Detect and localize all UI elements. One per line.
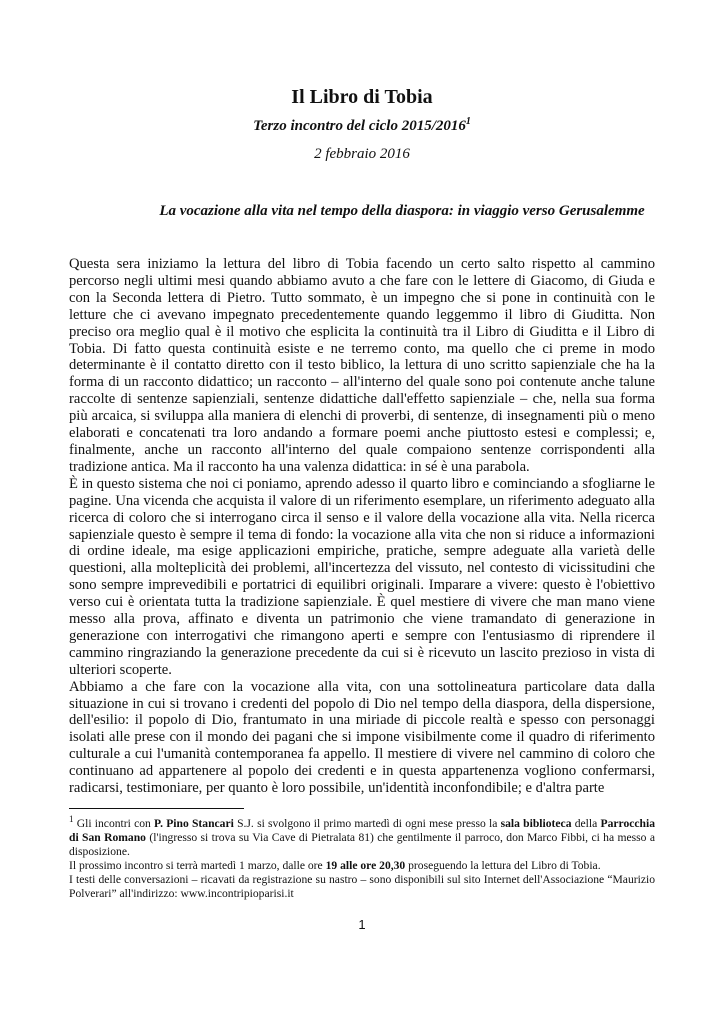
subtitle-text: Terzo incontro del ciclo 2015/2016 [253,118,466,134]
footnote-line [69,859,655,873]
footnote-speaker: P. Pino Stancari [154,817,234,830]
footnote-text: S.J. si svolgono il primo martedì di ogni mese presso la [233,817,501,830]
footnote-text: Gli incontri con [73,817,155,830]
footnote-marker: 1 [69,814,74,825]
footnote-text: (l'ingresso si trova su Via Cave di Pietralata 81) che gentilmente il parroco, don Marco Fibbi, ci ha messo a disposizione. [69,830,655,858]
footnote-line [69,814,656,859]
footnote-venue: sala biblioteca [500,817,572,830]
document-date: 2 febbraio 2016 [314,146,410,162]
paragraph: Questa sera iniziamo la lettura del libro di Tobia facendo un certo salto rispetto al cammino percorso negli ultimi mesi quando abbiamo avuto a che fare con le lettere di Giacomo, di Giuda e con la Seconda lettera di Pietro. Tutto sommato, è un impegno che si pone in continuità con le letture che ci avevano impegnato precedentemente quando leggemmo il libro di Giuditta. Non preciso ora meglio qual è il motivo che esplicita la continuità tra il Libro di Giuditta e il Libro di Tobia. Di fatto questa continuità esiste e ne terremo conto, ma quello che ci preme in modo determinante è il contatto diretto con il testo biblico, la lettura di uno scritto sapienziale che ha la forma di un racconto didattico; un racconto – all'interno del quale sono poi contenute anche talune raccolte di sentenze sapienziali, sentenze didattiche dall'effetto sapienziale – che, nella sua forma più arcaica, si sviluppa alla maniera di elenchi di proverbi, di sentenze, di insegnamenti più o meno elaborati e concatenati tra loro andando a formare poemi anche piuttosto estesi e complessi; e, finalmente, anche un racconto all'interno del quale compaiono sentenze corrispondenti alla tradizione antica. Ma il racconto ha una valenza didattica: in sé è una parabola. [69,256,655,475]
page-number: 1 [358,917,366,932]
paragraph: Abbiamo a che fare con la vocazione alla vita, con una sottolineatura particolare data dalla situazione in cui si trovano i credenti del popolo di Dio nel tempo della diaspora, della dispersione, dell'esilio: il popolo di Dio, frantumato in una miriade di piccole realtà e spesso con personaggi isolati alle prese con il mondo dei pagani che si impone visibilmente come il quadro di riferimento culturale a cui l'umanità contemporanea fa appello. Il mestiere di vivere nel cammino di coloro che continuano ad appartenere al popolo dei credenti e in questa appartenenza vogliono confermarsi, radicarsi, testimoniare, per quanto è loro possibile, un'identità inconfondibile; e d'altra parte [69,678,655,797]
footnote-reference[interactable]: 1 [465,116,471,127]
footnote-text: Il prossimo incontro si terrà martedì 1 marzo, dalle ore [69,858,326,872]
document-title: Il Libro di Tobia [291,86,433,108]
footnote-text: proseguendo la lettura del Libro di Tobia. [405,858,601,872]
section-heading: La vocazione alla vita nel tempo della diaspora: in viaggio verso Gerusalemme [159,203,645,219]
footnote-parish: Parrocchia di San Romano [69,817,656,844]
footnote [69,814,656,900]
body-text [69,256,655,797]
footnote-text: della [571,817,601,830]
footnote-separator [69,808,244,809]
footnote-line: I testi delle conversazioni – ricavati da registrazione su nastro – sono disponibili sul sito Internet dell'Associazione “Maurizio Polverari” all'indirizzo: www.incontripioparisi.it [69,872,655,900]
footnote-time: 19 alle ore 20,30 [325,858,406,872]
document-subtitle [0,118,724,135]
paragraph: È in questo sistema che noi ci poniamo, aprendo adesso il quarto libro e cominciando a sfogliarne le pagine. Una vicenda che acquista il valore di un riferimento esemplare, un riferimento adeguato alla ricerca di coloro che si interrogano circa il senso e il valore della vocazione alla vita. Nella ricerca sapienziale questo è sempre il tema di fondo: la vocazione alla vita che non si riduce a informazioni di ordine ideale, ma esige applicazioni empiriche, pratiche, sempre adeguate alla varietà delle questioni, alla molteplicità dei problemi, all'incertezza del vissuto, nel contesto di vicissitudini che sono sempre imprevedibili e portatrici di equilibri originali. Imparare a vivere: questo è l'obiettivo verso cui è orientata tutta la tradizione sapienziale. È quel mestiere di vivere che man mano viene messo alla prova, affinato e diventa un patrimonio che viene tramandato di generazione in generazione con interrogativi che rimangono aperti e sempre con l'entusiasmo di riprendere il cammino ringraziando la generazione precedente da cui si è ricevuto un lascito prezioso in vista di ulteriori scoperte. [69,475,655,678]
